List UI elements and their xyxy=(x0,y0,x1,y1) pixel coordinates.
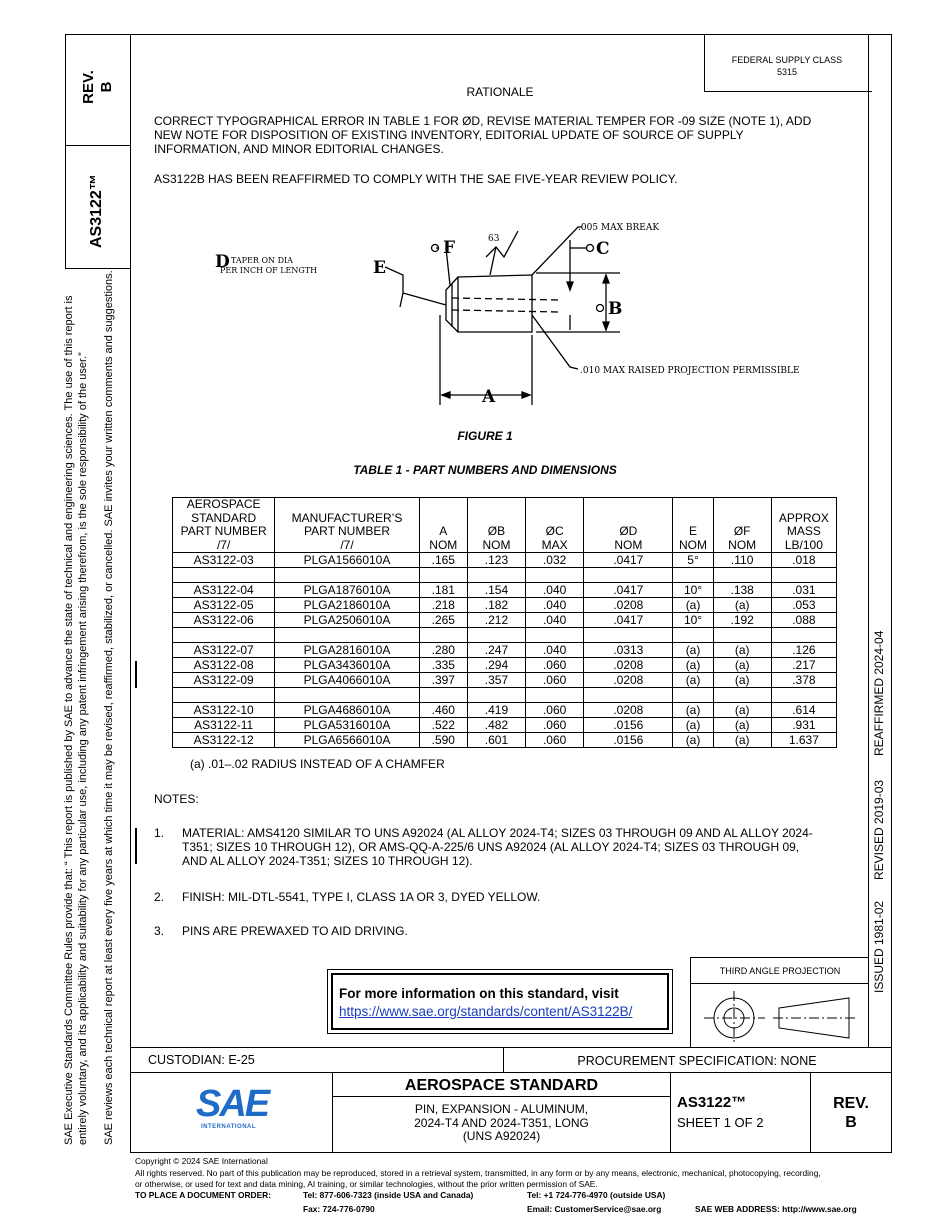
table-row xyxy=(173,718,837,733)
table-spacer-cell xyxy=(467,568,525,583)
table-spacer-cell xyxy=(467,628,525,643)
footer-fax: Fax: 724-776-0790 xyxy=(303,1204,375,1214)
table-cell: .0313 xyxy=(584,643,673,658)
tb-sheet: SHEET 1 OF 2 xyxy=(677,1115,764,1130)
col-b: ØB NOM xyxy=(467,498,525,553)
col-manufacturer: MANUFACTURER’S PART NUMBER /7/ xyxy=(275,498,419,553)
rationale-line1: CORRECT TYPOGRAPHICAL ERROR IN TABLE 1 FOR ØD, REVISE MATERIAL TEMPER FOR -09 SIZE (NOTE 1), ADD xyxy=(154,114,812,128)
table-cell: .460 xyxy=(419,703,467,718)
footer-order-label: TO PLACE A DOCUMENT ORDER: xyxy=(135,1190,272,1200)
table-cell: .060 xyxy=(526,673,584,688)
table-cell: PLGA1566010A xyxy=(275,553,419,568)
note-2-number: 2. xyxy=(154,890,165,904)
table-cell: PLGA4066010A xyxy=(275,673,419,688)
fig-label-f: F xyxy=(443,238,456,258)
table-row xyxy=(173,598,837,613)
table-spacer-cell xyxy=(275,628,419,643)
table-cell: .088 xyxy=(771,613,836,628)
table-spacer-cell xyxy=(673,628,713,643)
table-spacer-cell xyxy=(526,688,584,703)
table-spacer-cell xyxy=(713,628,771,643)
table-cell: .294 xyxy=(467,658,525,673)
fig-label-b: B xyxy=(608,299,623,319)
table-spacer-cell xyxy=(173,568,275,583)
table-cell: AS3122-04 xyxy=(173,583,275,598)
table-cell: .031 xyxy=(771,583,836,598)
table-row xyxy=(173,643,837,658)
right-strip-left xyxy=(868,34,869,1047)
table-cell: (a) xyxy=(713,703,771,718)
disclaimer-line2: entirely voluntary, and its applicability and suitability for any particular use, including any patent infringement arising therefrom, is the sole responsibility of the user.” xyxy=(77,352,89,1145)
table-row xyxy=(173,733,837,748)
table-footnote: (a) .01–.02 RADIUS INSTEAD OF A CHAMFER xyxy=(190,757,445,771)
table-cell: PLGA1876010A xyxy=(275,583,419,598)
frame-left xyxy=(65,34,66,268)
tb-bottom xyxy=(130,1152,892,1153)
table-row xyxy=(173,613,837,628)
table-cell: .931 xyxy=(771,718,836,733)
table-cell: .0417 xyxy=(584,583,673,598)
disclaimer-line1: SAE Executive Standards Committee Rules provide that: “ This report is published by SAE to advance the state of technical and engineering sciences. The use of this report is xyxy=(63,295,75,1145)
table-cell: .0417 xyxy=(584,613,673,628)
table-title: TABLE 1 - PART NUMBERS AND DIMENSIONS xyxy=(353,463,617,477)
table-spacer-cell xyxy=(673,568,713,583)
footer xyxy=(135,1156,925,1191)
fsc-label: FEDERAL SUPPLY CLASS xyxy=(731,55,843,65)
info-box-text: For more information on this standard, visit xyxy=(339,986,619,1001)
table-cell: .032 xyxy=(526,553,584,568)
table-cell: PLGA6566010A xyxy=(275,733,419,748)
table-cell: .040 xyxy=(526,643,584,658)
table-cell: .522 xyxy=(419,718,467,733)
table-spacer-cell xyxy=(467,688,525,703)
table-cell: .040 xyxy=(526,613,584,628)
table-cell: .192 xyxy=(713,613,771,628)
table-cell: .0208 xyxy=(584,703,673,718)
doc-title-line2: 2024-T4 AND 2024-T351, LONG xyxy=(414,1115,589,1130)
sae-logo-text: SAE xyxy=(196,1083,269,1125)
table-spacer-cell xyxy=(584,568,673,583)
fig-max-break: .005 MAX BREAK xyxy=(578,223,660,233)
table-cell: .154 xyxy=(467,583,525,598)
note-1-number: 1. xyxy=(154,826,165,840)
table-cell: .601 xyxy=(467,733,525,748)
frame-right xyxy=(891,34,892,1096)
fig-raised-projection: .010 MAX RAISED PROJECTION PERMISSIBLE xyxy=(580,366,800,376)
federal-supply-class xyxy=(705,54,869,78)
table-cell: .060 xyxy=(526,703,584,718)
footer-tel-outside: Tel: +1 724-776-4970 (outside USA) xyxy=(527,1190,666,1200)
footer-tel-usa: Tel: 877-606-7323 (inside USA and Canada) xyxy=(303,1190,474,1200)
table-cell: 10° xyxy=(673,613,713,628)
figure-caption: FIGURE 1 xyxy=(457,429,513,443)
table-cell: .165 xyxy=(419,553,467,568)
col-f: ØF NOM xyxy=(713,498,771,553)
table-cell: .060 xyxy=(526,733,584,748)
table-spacer-cell xyxy=(526,568,584,583)
fig-label-c: C xyxy=(596,239,610,259)
rationale-para1 xyxy=(154,114,854,156)
table-spacer-cell xyxy=(673,688,713,703)
table-cell: .419 xyxy=(467,703,525,718)
footer-rights-2: or otherwise, or used for text and data mining, AI training, or similar technologies, without the prior written permission of SAE. xyxy=(135,1179,598,1189)
pin-outline xyxy=(458,275,532,332)
rationale-para2: AS3122B HAS BEEN REAFFIRMED TO COMPLY WITH THE SAE FIVE-YEAR REVIEW POLICY. xyxy=(154,172,678,186)
note-3-text: PINS ARE PREWAXED TO AID DRIVING. xyxy=(182,924,408,938)
table-cell: PLGA2186010A xyxy=(275,598,419,613)
note-1-line2: T351; SIZES 10 THROUGH 12), OR AMS-QQ-A-225/6 UNS A92024 (AL ALLOY 2024-T4; SIZES 03 THROUGH 09, xyxy=(182,840,800,854)
table-spacer-row xyxy=(173,628,837,643)
table-spacer-cell xyxy=(771,568,836,583)
note-1-line3: AND AL ALLOY 2024-T351; SIZES 10 THROUGH 12). xyxy=(182,854,473,868)
projection-label: THIRD ANGLE PROJECTION xyxy=(719,966,841,976)
table-spacer-cell xyxy=(419,568,467,583)
table-cell: .218 xyxy=(419,598,467,613)
footer-rights-1: All rights reserved. No part of this publication may be reproduced, stored in a retrieval system, transmitted, in any form or by any means, electronic, mechanical, photocopying, recording, xyxy=(135,1167,821,1178)
fig-label-a: A xyxy=(482,387,496,407)
tb-right xyxy=(891,1047,892,1153)
table-cell: AS3122-10 xyxy=(173,703,275,718)
fig-taper-line2: PER INCH OF LENGTH xyxy=(220,266,318,275)
footer-web[interactable]: SAE WEB ADDRESS: http://www.sae.org xyxy=(695,1204,857,1214)
rationale-line3: INFORMATION, AND MINOR EDITORIAL CHANGES. xyxy=(154,142,444,156)
table-cell: (a) xyxy=(713,718,771,733)
table-cell: (a) xyxy=(673,718,713,733)
table-cell: .0208 xyxy=(584,598,673,613)
change-bar-table xyxy=(135,661,137,688)
table-cell: AS3122-03 xyxy=(173,553,275,568)
table-spacer-cell xyxy=(275,568,419,583)
info-box-link[interactable]: https://www.sae.org/standards/content/AS3122B/ xyxy=(339,1004,633,1019)
table-spacer-cell xyxy=(419,628,467,643)
table-cell: AS3122-05 xyxy=(173,598,275,613)
table-cell: (a) xyxy=(713,733,771,748)
table-cell: .060 xyxy=(526,718,584,733)
notes-title: NOTES: xyxy=(154,792,199,806)
note-1-line1: MATERIAL: AMS4120 SIMILAR TO UNS A92024 (AL ALLOY 2024-T4; SIZES 03 THROUGH 09 AND AL ALLOY 2024- xyxy=(182,826,813,840)
tb-rev-label: REV. xyxy=(833,1095,869,1112)
table-row xyxy=(173,583,837,598)
table-cell: .018 xyxy=(771,553,836,568)
table-cell: PLGA5316010A xyxy=(275,718,419,733)
rationale-title: RATIONALE xyxy=(466,85,534,99)
table-cell: .053 xyxy=(771,598,836,613)
fig-label-63: 63 xyxy=(488,234,500,244)
figure-1-drawing xyxy=(200,215,820,410)
table-spacer-cell xyxy=(584,688,673,703)
footer-copyright: Copyright © 2024 SAE International xyxy=(135,1156,268,1166)
table-cell: AS3122-09 xyxy=(173,673,275,688)
table-spacer-cell xyxy=(771,688,836,703)
tb-top xyxy=(130,1047,892,1048)
col-c: ØC MAX xyxy=(526,498,584,553)
tb-left xyxy=(130,1047,131,1153)
tb-doc-number: AS3122™ xyxy=(677,1094,747,1111)
doc-title xyxy=(333,1103,670,1144)
table-spacer-row xyxy=(173,688,837,703)
sae-logo-sub: INTERNATIONAL xyxy=(201,1124,257,1130)
table-cell: 5° xyxy=(673,553,713,568)
table-cell: (a) xyxy=(713,643,771,658)
table-cell: .0208 xyxy=(584,673,673,688)
table-cell: .126 xyxy=(771,643,836,658)
table-cell: (a) xyxy=(713,673,771,688)
table-row xyxy=(173,658,837,673)
col-d: ØD NOM xyxy=(584,498,673,553)
fsc-box-bottom xyxy=(704,91,872,92)
left-strip-divider xyxy=(130,34,131,1096)
col-mass: APPROX MASS LB/100 xyxy=(771,498,836,553)
table-cell: .181 xyxy=(419,583,467,598)
table-cell: .0156 xyxy=(584,733,673,748)
table-cell: .0417 xyxy=(584,553,673,568)
table-cell: .138 xyxy=(713,583,771,598)
table-header-row xyxy=(173,498,837,553)
tb-title-underline xyxy=(332,1096,670,1097)
sae-logo xyxy=(196,1084,271,1136)
table-cell: (a) xyxy=(713,658,771,673)
col-a: A NOM xyxy=(419,498,467,553)
projection-symbol xyxy=(699,990,864,1046)
table-cell: 1.637 xyxy=(771,733,836,748)
tb-title-divider xyxy=(670,1072,671,1153)
table-row xyxy=(173,703,837,718)
table-spacer-cell xyxy=(526,628,584,643)
custodian: CUSTODIAN: E-25 xyxy=(148,1053,255,1067)
left-rev xyxy=(80,62,116,112)
revised-date: REVISED 2019-03 xyxy=(872,779,886,880)
table-cell: (a) xyxy=(713,598,771,613)
table-cell: (a) xyxy=(673,643,713,658)
table-cell: PLGA4686010A xyxy=(275,703,419,718)
table-cell: .110 xyxy=(713,553,771,568)
fig-label-e: E xyxy=(373,258,386,278)
parts-table xyxy=(172,497,837,748)
fig-label-d: D xyxy=(215,252,230,272)
table-cell: .247 xyxy=(467,643,525,658)
info-box xyxy=(327,969,673,1034)
table-cell: (a) xyxy=(673,598,713,613)
table-cell: PLGA3436010A xyxy=(275,658,419,673)
note-2-text: FINISH: MIL-DTL-5541, TYPE I, CLASS 1A OR 3, DYED YELLOW. xyxy=(182,890,541,904)
table-cell: (a) xyxy=(673,733,713,748)
table-cell: .357 xyxy=(467,673,525,688)
table-cell: .265 xyxy=(419,613,467,628)
table-spacer-cell xyxy=(713,568,771,583)
frame-top xyxy=(65,34,892,35)
table-spacer-cell xyxy=(173,628,275,643)
table-cell: .614 xyxy=(771,703,836,718)
doc-title-line3: (UNS A92024) xyxy=(462,1129,541,1143)
table-spacer-cell xyxy=(713,688,771,703)
table-cell: .217 xyxy=(771,658,836,673)
table-spacer-cell xyxy=(584,628,673,643)
table-cell: AS3122-11 xyxy=(173,718,275,733)
table-cell: .0208 xyxy=(584,658,673,673)
table-body xyxy=(173,553,837,748)
left-rev-value: B xyxy=(98,81,115,93)
table-cell: AS3122-12 xyxy=(173,733,275,748)
table-cell: .335 xyxy=(419,658,467,673)
note-3-number: 3. xyxy=(154,924,165,938)
footer-email[interactable]: Email: CustomerService@sae.org xyxy=(527,1204,662,1214)
note-1-text xyxy=(182,826,852,868)
procurement-spec: PROCUREMENT SPECIFICATION: NONE xyxy=(577,1054,817,1068)
table-spacer-cell xyxy=(173,688,275,703)
disclaimer-line3: SAE reviews each technical report at least every five years at which time it may be revised, reaffirmed, stabilized, or cancelled. SAE invites your written comments and suggestions. xyxy=(103,270,115,1145)
table-cell: PLGA2816010A xyxy=(275,643,419,658)
fig-taper-line1: TAPER ON DIA xyxy=(231,256,293,265)
table-row xyxy=(173,553,837,568)
left-doc-number: AS3122™ xyxy=(88,174,105,248)
projection-box xyxy=(690,957,869,1048)
table-cell: .212 xyxy=(467,613,525,628)
table-cell: .482 xyxy=(467,718,525,733)
rationale-line2: NEW NOTE FOR DISPOSITION OF EXISTING INVENTORY, EDITORIAL UPDATE OF SOURCE OF SUPPLY xyxy=(154,128,744,142)
left-strip-hline2 xyxy=(65,268,131,269)
table-cell: (a) xyxy=(673,673,713,688)
table-spacer-cell xyxy=(275,688,419,703)
table-cell: .397 xyxy=(419,673,467,688)
table-cell: .378 xyxy=(771,673,836,688)
left-rev-label: REV. xyxy=(80,70,97,104)
col-e: E NOM xyxy=(673,498,713,553)
table-cell: (a) xyxy=(673,658,713,673)
table-cell: 10° xyxy=(673,583,713,598)
table-cell: PLGA2506010A xyxy=(275,613,419,628)
table-row xyxy=(173,673,837,688)
table-cell: .040 xyxy=(526,583,584,598)
fsc-value: 5315 xyxy=(776,67,798,77)
table-cell: .590 xyxy=(419,733,467,748)
table-cell: .040 xyxy=(526,598,584,613)
table-cell: (a) xyxy=(673,703,713,718)
table-cell: AS3122-08 xyxy=(173,658,275,673)
standard-type: AEROSPACE STANDARD xyxy=(404,1077,599,1094)
table-cell: AS3122-06 xyxy=(173,613,275,628)
table-cell: .123 xyxy=(467,553,525,568)
change-bar-note1 xyxy=(135,828,137,864)
table-cell: .060 xyxy=(526,658,584,673)
col-aerospace: AEROSPACE STANDARD PART NUMBER /7/ xyxy=(173,498,275,553)
tb-rev xyxy=(811,1094,891,1132)
issued-date: ISSUED 1981-02 xyxy=(872,900,886,993)
table-spacer-cell xyxy=(419,688,467,703)
table-spacer-cell xyxy=(771,628,836,643)
left-strip-hline1 xyxy=(65,145,131,146)
doc-title-line1: PIN, EXPANSION - ALUMINUM, xyxy=(414,1102,589,1116)
tb-mid xyxy=(130,1072,892,1073)
table-cell: .0156 xyxy=(584,718,673,733)
tb-rev-value: B xyxy=(845,1114,857,1131)
table-cell: .280 xyxy=(419,643,467,658)
reaffirmed-date: REAFFIRMED 2024-04 xyxy=(872,630,886,756)
table-cell: .182 xyxy=(467,598,525,613)
table-cell: AS3122-07 xyxy=(173,643,275,658)
table-spacer-row xyxy=(173,568,837,583)
